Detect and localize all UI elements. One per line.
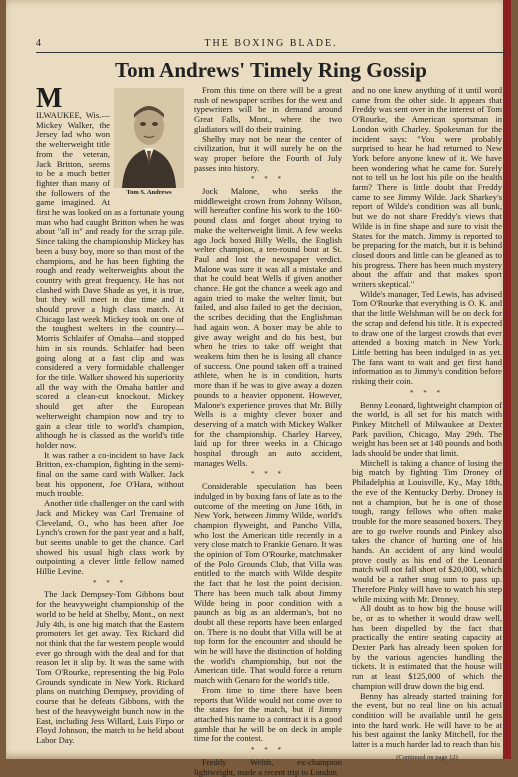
section-separator: * * * [410, 388, 444, 397]
section-separator: * * * [93, 578, 127, 587]
column-3-paragraph: Benny Leonard, lightweight champion of the world, is all set for his match with Pinkey Mitchell of Milwaukee at Dexter Park pavilion, Chicago, May 29th. The weight has been set at 140 pounds and both lads should be under that limit. [352, 399, 503, 459]
column-2-paragraph: Considerable speculation has been indulged in by boxing fans of late as to the outcome of the meeting on June 16th, in New York, between Jimmy Wilde, world's champion flyweight, and Pancho Villa, who lost the American title recently in a very close match to Frankie Genaro. It was the opinion of Tom O'Rourke, matchmaker of the Polo Grounds Club, that Villa was entitled to the match with Wilde despite the fact that he lost the point decision. There has been much talk about Jimmy Wilde being in poor condition with a paunch as big as an alderman's, but no doubt all these reports have been enlarged on. There is no doubt that Villa will be at top form for the encounter and should he win he will have the distinction of holding the world's championship, but not the American title. That would force a return match with Genaro for the world's title. [194, 481, 342, 686]
column-2-paragraph: Freddy Welsh, ex-champion lightweight, made a recent trip to London [194, 756, 342, 777]
portrait-illustration [114, 88, 184, 188]
column-3-paragraph: Wilde's manager, Ted Lewis, has advised Tom O'Rourke that everything is O. K. and that the little Welshman will be on deck for the scrap and defend his title. It is expected to draw one of the largest crowds that ever attended a boxing match in New York. Little betting has been indulged in as yet. The fans want to wait and get first hand information as to Jimmy's condition before risking their coin. [352, 288, 502, 387]
drop-cap: M [36, 83, 63, 114]
section-separator: * * * [251, 175, 285, 184]
page-header [36, 38, 506, 52]
section-separator: * * * [251, 746, 285, 755]
column-1-paragraph: It was rather a co-incident to have Jack Britton, ex-champion, fighting in the semi-final on the same card with Walker. Jack beat his opponent, Joe O'Hara, without much trouble. [36, 449, 184, 499]
column-2-paragraph: From this time on there will be a great rush of newspaper scribes for the west and typewriters will be in demand around Great Falls, Mont., where the two gladiators will do their training. [194, 85, 342, 134]
column-3-paragraph: Benny has already started training for the event, but no real line on his actual condition will be available until he gets into the hard work. He will have to be at his best against the lanky Mitchell, for the latter is a much harder lad to reach than his [352, 690, 502, 750]
column-3-paragraph: All doubt as to how big the house will be, or as to whether it would draw well, has been dispelled by the fact that practically the entire seating capacity at Dexter Park has already been spoken for by the various agencies handling the tickets. It is estimated that the house will run at least $125,000 of which the champion will draw down the big end. [352, 603, 502, 691]
running-head: THE BOXING BLADE. [204, 38, 338, 49]
article-title: Tom Andrews' Timely Ring Gossip [115, 58, 427, 82]
column-2-paragraph: Jock Malone, who seeks the middleweight crown from Johnny Wilson, will hereafter confine his work to the 160-pound class and forget about trying to make the welterweight limit. A few weeks ago Jock boxed Billy Wells, the English welter champion, a ten-round bout at St. Paul and lost the newspaper verdict. Malone was sure it was all a mistake and that he could beat Wells if given another chance. He got the chance a week ago and again tried to make the welter limit, but failed, and also failed to get the decision, the scribes deciding that the Englishman had again won. A boxer may be able to give away weight and do his best, but when he tries to take off weight that weakens him then he is losing all chance of success. One pound taken off a trained athlete, when he is in condition, hurts more than if he was to give away a dozen pounds to a heavier opponent. However, Malone's experience proves that Mr. Billy Wells is a mighty clever boxer and deserving of a match with Mickey Walker for the championship. Charley Harvey, laid up for three weeks in a Chicago hospital through an auto accident, manages Wells. [194, 186, 342, 468]
column-1-paragraph: The Jack Dempsey-Tom Gibbons bout for the heavyweight championship of the world to be held at Shelby, Mont., on next July 4th, is one big match that the Eastern promoters let get away. Tex Rickard did not think that the far western people would ever go through with the deal and for that reason let it slip by. It was the same with Tom O'Rourke, representing the big Polo Grounds syndicate in New York. Rickard plans on matching Dempsey, providing of course that he defeats Gibbons, with the best of the heavyweight bunch now in the East, including Jess Willard, Luis Firpo or Floyd Johnson, the match to be held about Labor Day. [36, 589, 184, 745]
column-2-paragraph: From time to time there have been reports that Wilde would not come over to the states for the match, but if Jimmy attached his name to a contract it is a good gamble that he will be on deck in ample time for the contest. [194, 684, 342, 744]
header-rule [36, 52, 506, 53]
continued-notice: (Continued on page 12) [396, 753, 458, 761]
column-1-paragraph: Another title challenger on the card with Jack and Mickey was Carl Tremaine of Cleveland, O., who has been after Joe Lynch's crown for the past year and a half, but seems unable to get the chance. Carl showed his usual high class work by outpointing a clever little fellow named Hillie Levine. [36, 498, 184, 577]
column-3-paragraph: Mitchell is taking a chance of losing the big match by fighting Tim Droney of Philadelphia at Louisville, Ky., May 18th, the eve of the Kentucky Derby. Droney is not a champion, but he is one of those tough, rangy fellows who often make trouble for the more seasoned boxers. They are to go twelve rounds and Pinkey also takes the chance of hurting one of his hands. An accident of any kind would prove costly as his end of the Leonard match will not fall short of $20,000, which would be a rather snug sum to pass up. Therefore Pinky will have to watch his step while mixing with Mr. Droney. [352, 457, 502, 604]
page-number: 4 [36, 38, 41, 49]
photo-caption: Tom S. Andrews [126, 189, 172, 196]
article-column-3 [352, 85, 503, 761]
article-column-2 [194, 85, 342, 777]
binding-edge [503, 0, 511, 759]
author-photo [114, 88, 184, 200]
column-2-paragraph: Shelby may not be near the center of civilization, but it will surely be on the way proper before the Fourth of July passes into history. [194, 133, 342, 173]
section-separator: * * * [251, 470, 285, 479]
column-1-paragraph: M Tom S. Andrews ILWAUKEE, Wis.—Mickey Walker, the Jersey lad who won the welterweight title from the veteran, Jack Britton, seems to be a much better fighter than many of the followers of the game imagined. At first he was looked on as a fortunate young man who had caught Britton when he was about "all in" and ready for the scrap pile. Since taking the championship Mickey has been a busy boy, more so than most of the champions, and he has been fighting the rough and ready welterweights about the country with great frequency. He has not clashed with Dave Shade as yet, it is true, but they will meet in due time and it should prove a high class match. At Chicago last week Mickey took on one of the toughest welters in the country—Morris Schlaifer of Omaha—and stopped him in six rounds. Schlaifer had been going along at a fast clip and was considered a very formidable challenger for the title. Walker showed his superiority all the way with the Omaha battler and scored a clean-cut knockout. Mickey should get after the European welterweight champion now and try to gain a clear title to world's champion, although he is classed as the world's title holder now. [36, 83, 184, 450]
article-column-1 [36, 83, 184, 751]
column-3-paragraph: and no one knew anything of it until word came from the other side. It appears that Freddy was sent over in the interest of Tom O'Rourke, the American sportsman in London with Charley. Spokesman for the incident says: "You were probably surprised to hear he had returned to New York before anyone knew of it. We have been wondering what he came for. Surely not to tell us he lost his pile on the health farm? There is little doubt that Freddy came to see Jimmy Wilde. Jack Sharkey's report of Wilde's condition was all bunk, but we do not share Freddy's views that Wilde is in fine shape and sure to visit the States for the match. Jimmy is reported to be preparing for the match, but it is behind closed doors and little can be gleaned as to his progress. There has been much mystery about the affair and that makes sport writers skeptical." [352, 85, 502, 290]
magazine-page [6, 0, 511, 777]
